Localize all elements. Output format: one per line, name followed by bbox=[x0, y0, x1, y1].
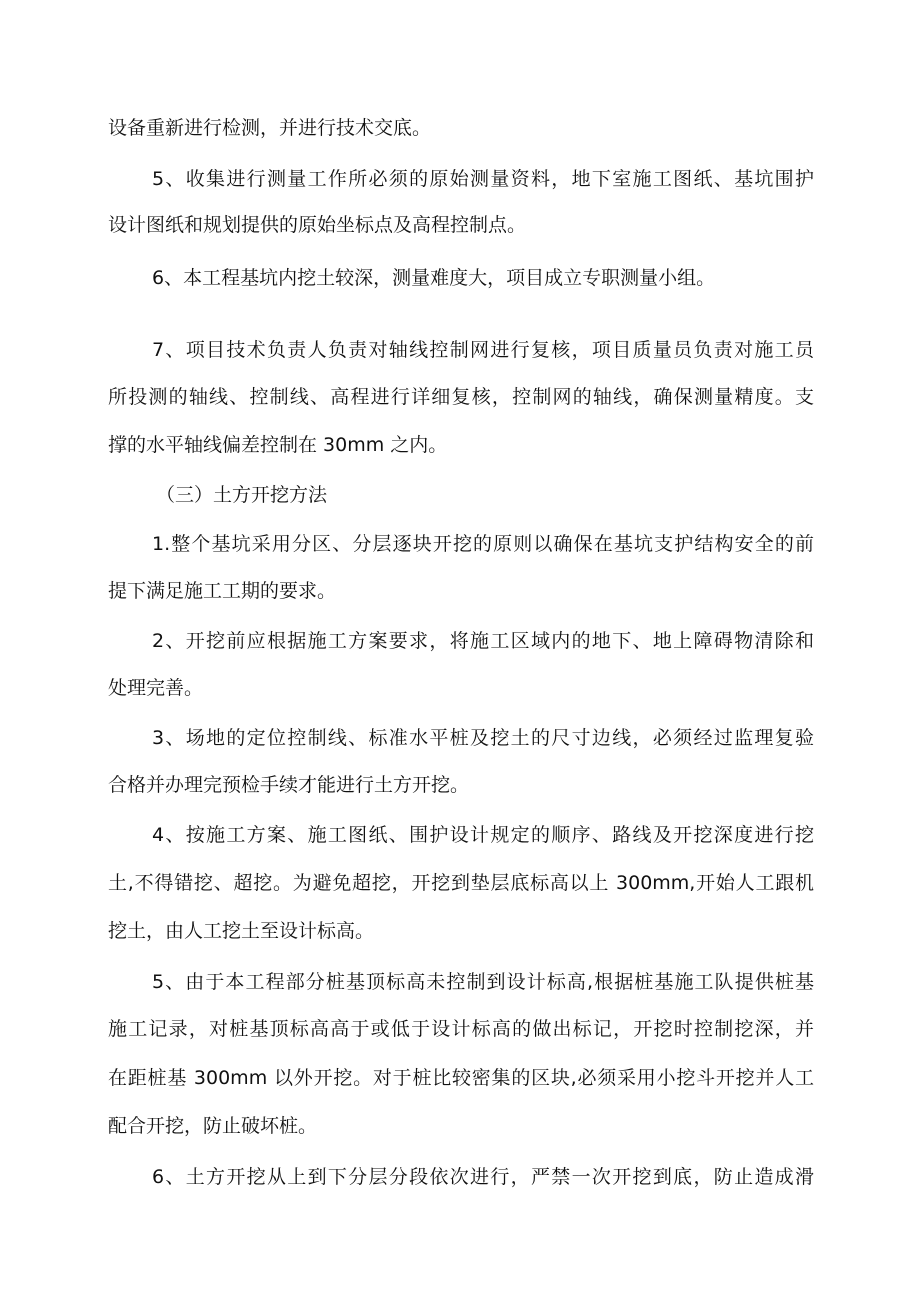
paragraph-item-7-line-1: 7、项目技术负责人负责对轴线控制网进行复核，项目质量员负责对施工员 bbox=[152, 339, 814, 361]
paragraph-item-6b-line-1: 6、土方开挖从上到下分层分段依次进行，严禁一次开挖到底，防止造成滑 bbox=[152, 1166, 814, 1188]
paragraph-item-6: 6、本工程基坑内挖土较深，测量难度大，项目成立专职测量小组。 bbox=[152, 267, 716, 289]
text-line: 合格并办理完预检手续才能进行土方开挖。 bbox=[108, 774, 470, 796]
paragraph-item-1-line-1: 1.整个基坑采用分区、分层逐块开挖的原则以确保在基坑支护结构安全的前 bbox=[152, 533, 814, 555]
text-line: 所投测的轴线、控制线、高程进行详细复核，控制网的轴线，确保测量精度。支 bbox=[108, 386, 814, 408]
paragraph-item-5-line-1: 5、收集进行测量工作所必须的原始测量资料，地下室施工图纸、基坑围护 bbox=[152, 168, 814, 190]
text-line: 土,不得错挖、超挖。为避免超挖，开挖到垫层底标高以上 300mm,开始人工跟机 bbox=[108, 872, 814, 894]
paragraph-item-2-line-1: 2、开挖前应根据施工方案要求，将施工区域内的地下、地上障碍物清除和 bbox=[152, 630, 814, 652]
paragraph-item-3-line-1: 3、场地的定位控制线、标准水平桩及挖土的尺寸边线，必须经过监理复验 bbox=[152, 727, 814, 749]
text-line: 撑的水平轴线偏差控制在 30mm 之内。 bbox=[108, 434, 448, 456]
paragraph-item-5b-line-1: 5、由于本工程部分桩基顶标高未控制到设计标高,根据桩基施工队提供桩基 bbox=[152, 971, 814, 993]
text-line: 挖土，由人工挖土至设计标高。 bbox=[108, 920, 375, 942]
section-heading: （三）土方开挖方法 bbox=[156, 484, 328, 506]
text-line: 在距桩基 300mm 以外开挖。对于桩比较密集的区块,必须采用小挖斗开挖并人工 bbox=[108, 1067, 814, 1089]
text-line: 设计图纸和规划提供的原始坐标点及高程控制点。 bbox=[108, 214, 527, 236]
text-line: 提下满足施工工期的要求。 bbox=[108, 580, 337, 602]
paragraph-item-4-line-1: 4、按施工方案、施工图纸、围护设计规定的顺序、路线及开挖深度进行挖 bbox=[152, 824, 814, 846]
text-line: 配合开挖，防止破坏桩。 bbox=[108, 1115, 318, 1137]
text-line: 设备重新进行检测，并进行技术交底。 bbox=[108, 117, 432, 139]
text-line: 施工记录，对桩基顶标高高于或低于设计标高的做出标记，开挖时控制挖深，并 bbox=[108, 1018, 814, 1040]
text-line: 处理完善。 bbox=[108, 677, 204, 699]
